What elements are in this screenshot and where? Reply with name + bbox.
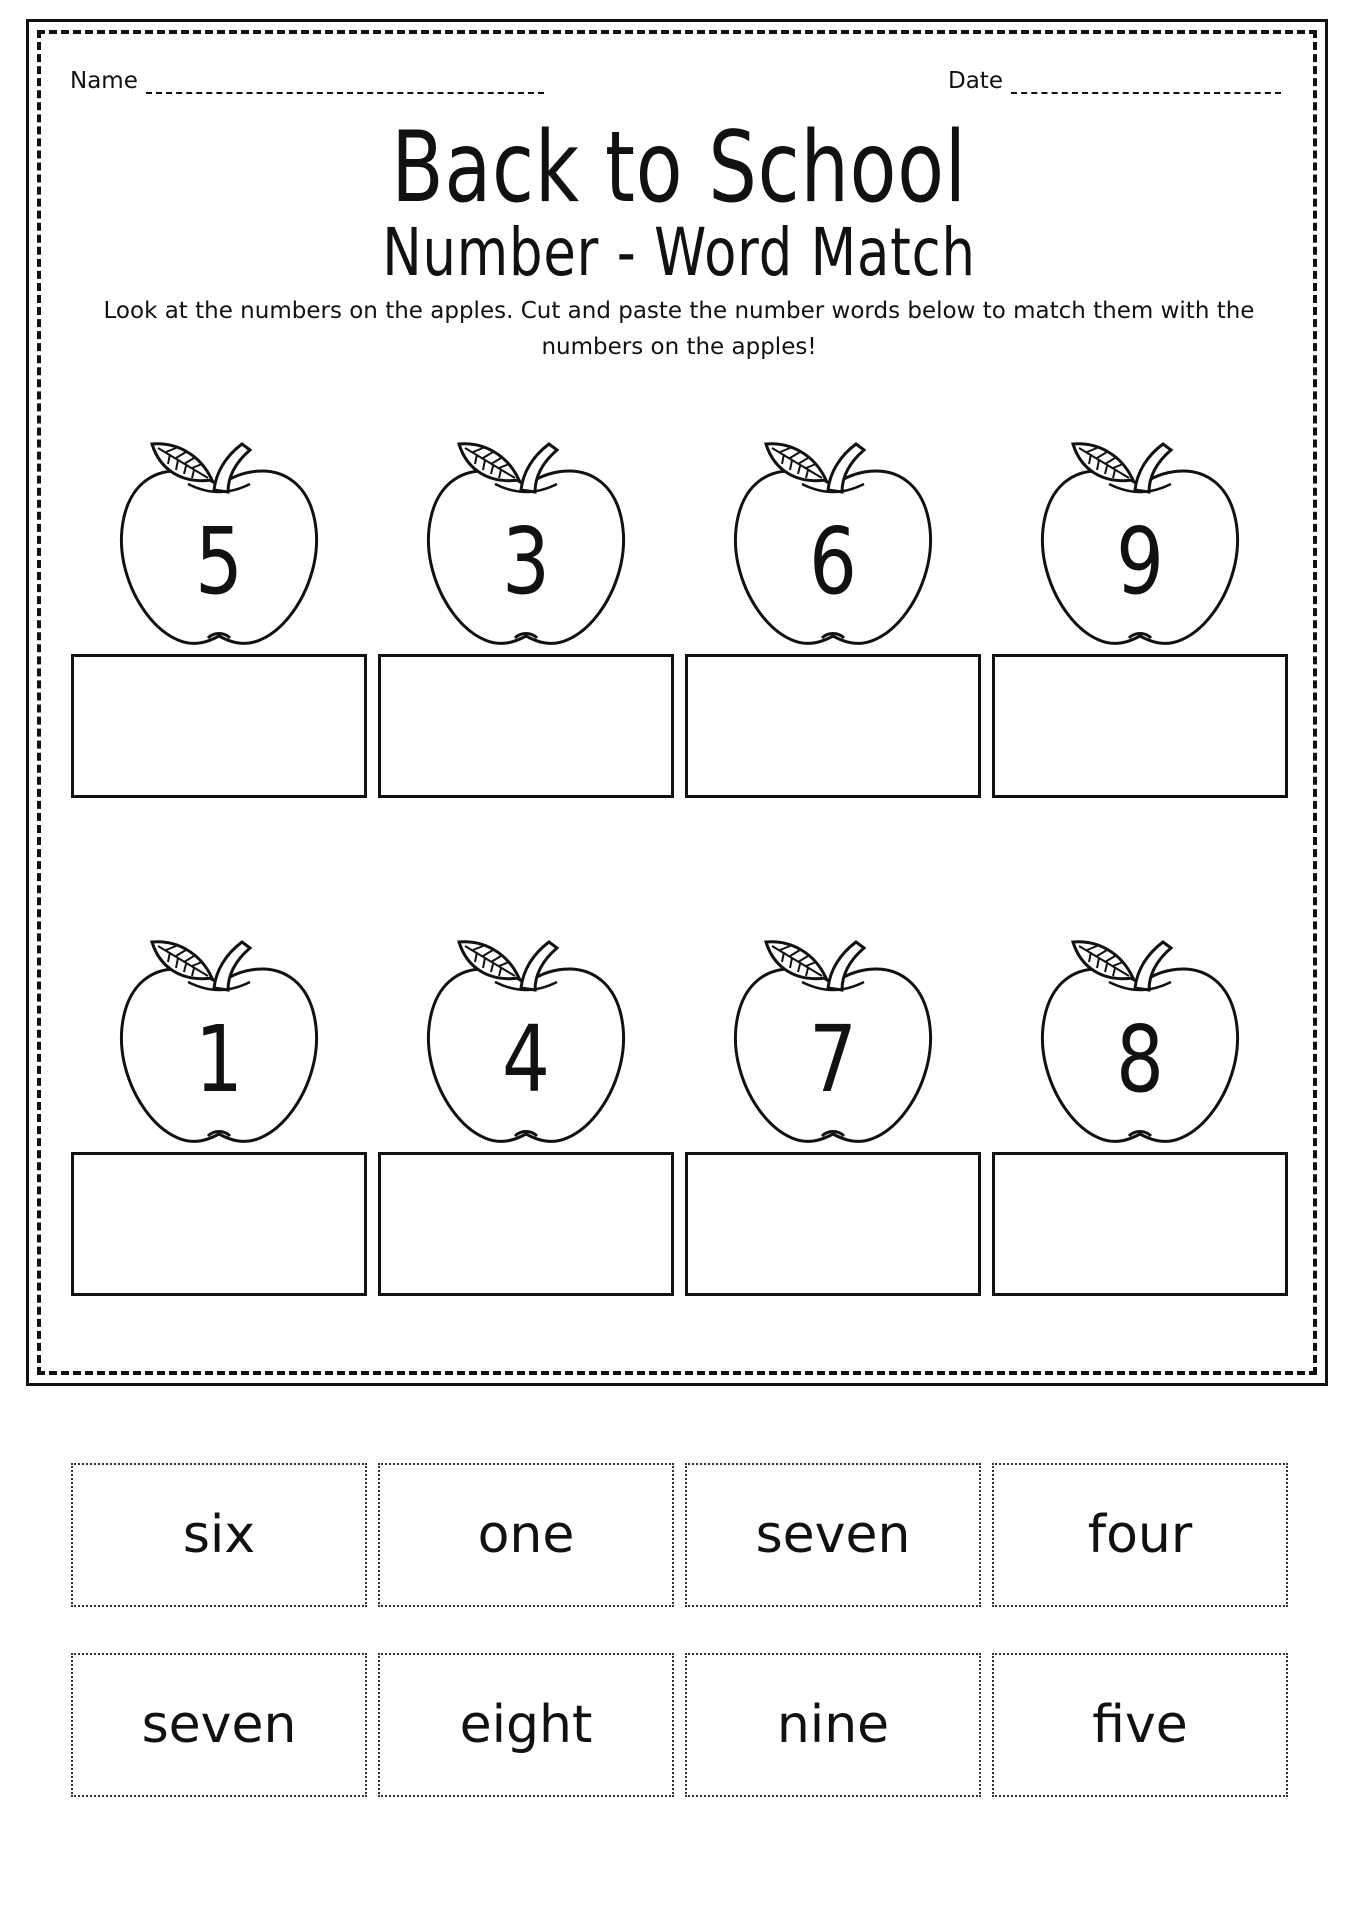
word-card[interactable]: four	[992, 1463, 1288, 1607]
word-card[interactable]: nine	[685, 1653, 981, 1797]
apple-number: 5	[194, 508, 243, 615]
apple-number: 4	[501, 1006, 550, 1113]
page-title: Back to School	[391, 111, 967, 225]
word-card[interactable]: seven	[71, 1653, 367, 1797]
answer-box[interactable]	[378, 1152, 674, 1296]
name-writing-line[interactable]	[146, 72, 544, 94]
answer-box[interactable]	[685, 654, 981, 798]
answer-box[interactable]	[685, 1152, 981, 1296]
word-card[interactable]: one	[378, 1463, 674, 1607]
word-card[interactable]: seven	[685, 1463, 981, 1607]
apple-number: 9	[1115, 508, 1164, 615]
apple-number: 3	[501, 508, 550, 615]
date-writing-line[interactable]	[1011, 72, 1281, 94]
name-field[interactable]	[70, 68, 544, 94]
word-card[interactable]: five	[992, 1653, 1288, 1797]
word-card[interactable]: eight	[378, 1653, 674, 1797]
page-subtitle: Number - Word Match	[382, 214, 976, 291]
answer-box[interactable]	[378, 654, 674, 798]
apple-number: 7	[808, 1006, 857, 1113]
answer-box[interactable]	[71, 654, 367, 798]
answer-box[interactable]	[71, 1152, 367, 1296]
word-card[interactable]: six	[71, 1463, 367, 1607]
apple-number: 8	[1115, 1006, 1164, 1113]
answer-box[interactable]	[992, 1152, 1288, 1296]
name-label: Name	[70, 68, 138, 94]
answer-box[interactable]	[992, 654, 1288, 798]
date-label: Date	[948, 68, 1003, 94]
apple-number: 6	[808, 508, 857, 615]
instructions-text: Look at the numbers on the apples. Cut and paste the number words below to match them with the numbers on the apples!	[103, 298, 1255, 360]
date-field[interactable]	[948, 68, 1281, 94]
apple-number: 1	[194, 1006, 243, 1113]
